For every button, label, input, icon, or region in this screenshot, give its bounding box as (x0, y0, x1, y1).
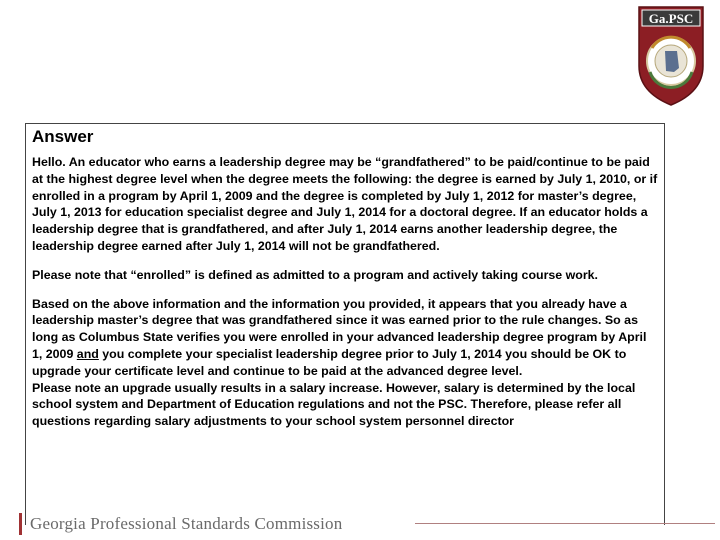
answer-paragraph-3 (32, 296, 658, 380)
answer-paragraph-4: Please note an upgrade usually results in a salary increase. However, salary is determined by the local school system and Department of Education regulations and not the PSC. Therefore, please refer all questions regarding salary adjustments to your school system personnel director (32, 380, 636, 429)
p3-text-before: Based on the above information and the information you provided, it appears that you already have a leadership master’s degree that was grandfathered since it was earned prior to the rule changes. So as long as Columbus State verifies you were enrolled in your advanced leadership degree program by April 1, 2009 (32, 296, 647, 361)
gapsc-logo (636, 4, 706, 108)
logo-label: Ga.PSC (648, 11, 694, 26)
p3-text-after: you complete your specialist leadership degree prior to July 1, 2014 you should be OK to upgrade your certificate level and continue to be paid at the advanced degree level. (32, 346, 627, 378)
answer-paragraph-2: Please note that “enrolled” is defined as admitted to a program and actively taking course work. (32, 267, 598, 282)
p3-underlined-word: and (76, 346, 99, 361)
answer-box (25, 123, 665, 525)
answer-paragraph-1: Hello. An educator who earns a leadership degree may be “grandfathered” to be paid/continue to be paid at the highest degree level when the degree meets the following: the degree is earned by July 1, 2010, or if enrolled in a program by April 1, 2009 and the degree is completed by July 1, 2012 for master’s degree, July 1, 2013 for education specialist degree and July 1, 2014 for a doctoral degree. If an educator holds a leadership degree that is grandfathered, and after July 1, 2014 earns another leadership degree, the leadership degree earned after July 1, 2014 will not be grandfathered. (32, 155, 658, 253)
footer-accent-bar (19, 513, 22, 535)
footer-text: Georgia Professional Standards Commission (30, 514, 343, 533)
footer (19, 511, 699, 537)
footer-divider (415, 523, 715, 524)
answer-heading: Answer (32, 127, 94, 146)
